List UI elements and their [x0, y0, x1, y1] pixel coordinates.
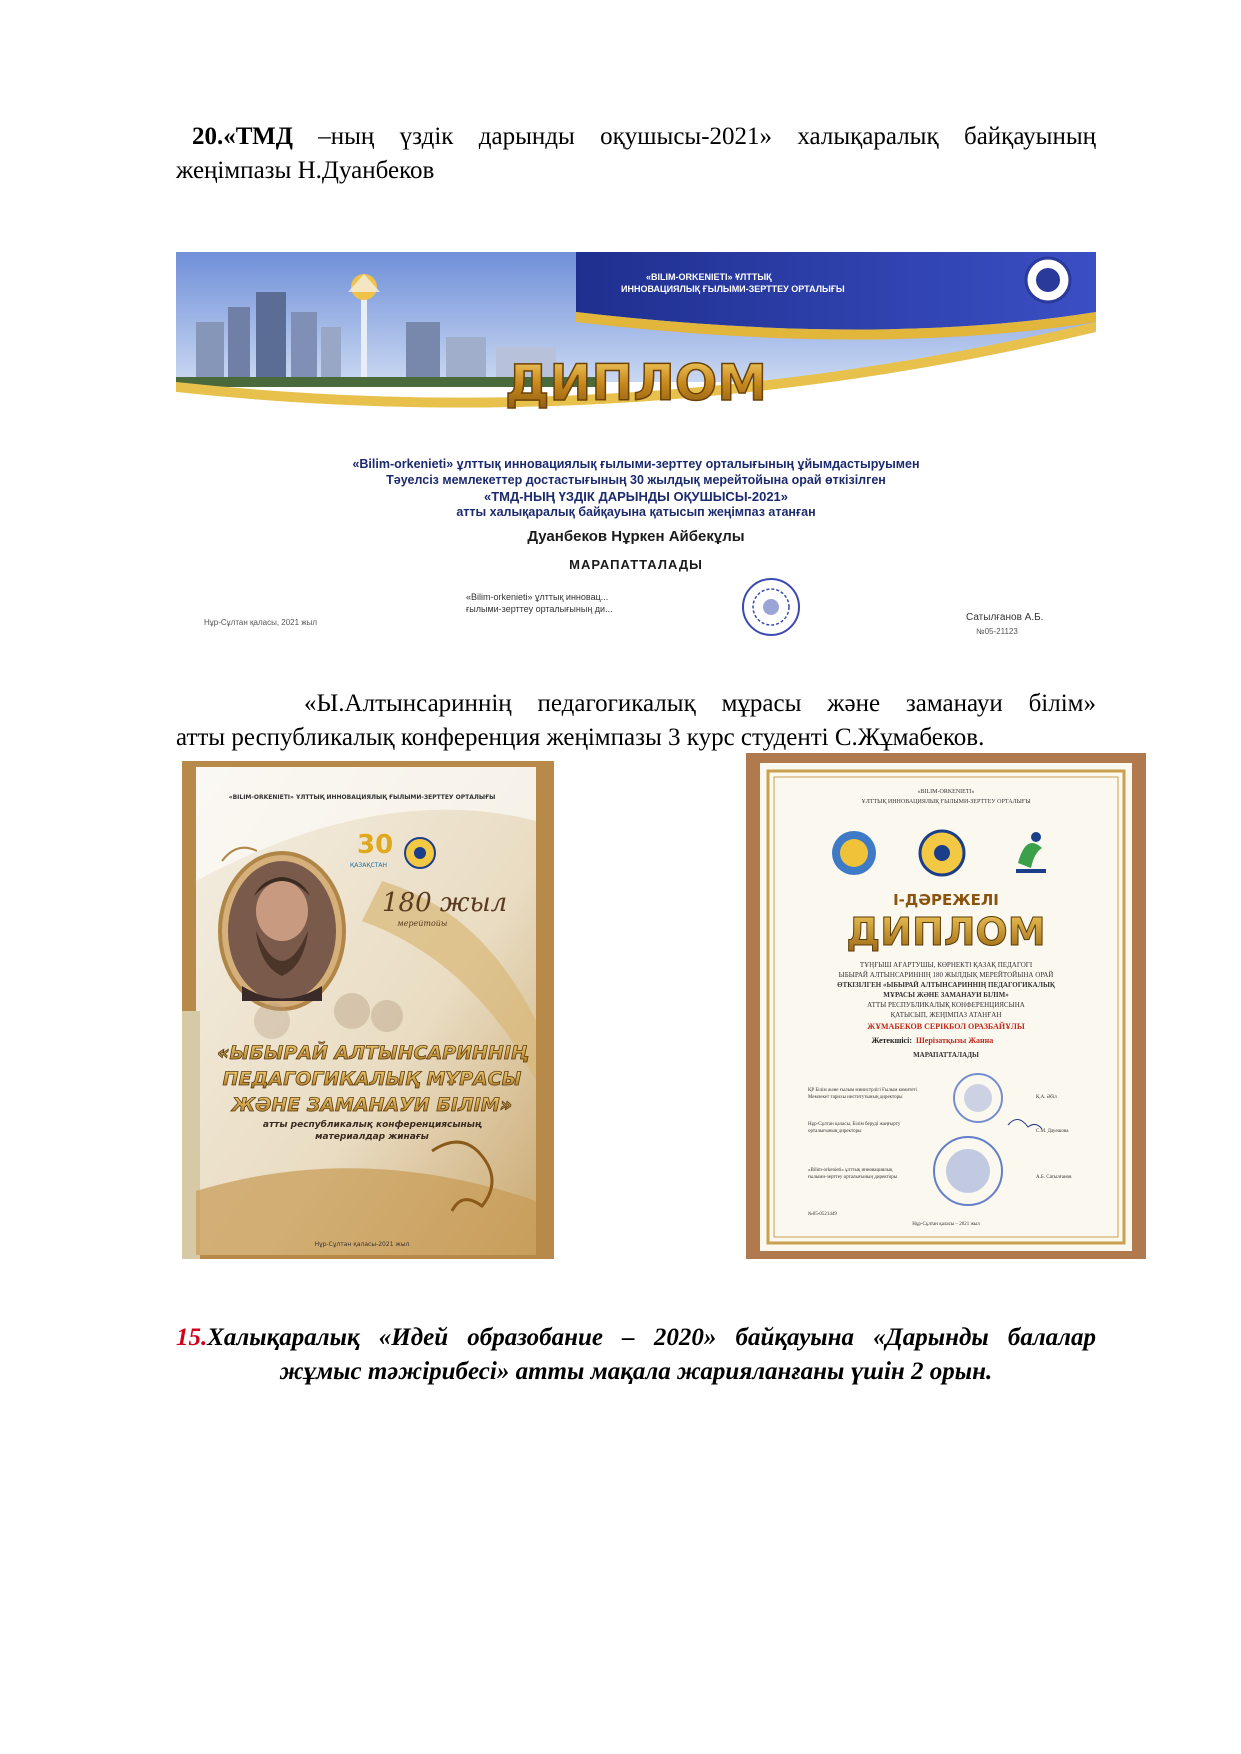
- diploma-2-number: №05-0521449: [808, 1212, 837, 1217]
- diploma-1-awarded: МАРАПАТТАЛАДЫ: [569, 557, 703, 572]
- diploma-1-seal-icon: [736, 576, 806, 638]
- diploma-1-number: №05-21123: [976, 627, 1018, 636]
- book-title-3: ЖӘНЕ ЗАМАНАУИ БІЛІМ»: [231, 1094, 513, 1116]
- item-15-paragraph: [176, 1321, 1096, 1389]
- item-20-number: 20.: [192, 123, 224, 150]
- diploma-2-t1: ТҰҢҒЫШ АҒАРТУШЫ, КӨРНЕКТІ ҚАЗАҚ ПЕДАГОГІ: [859, 961, 1033, 969]
- diploma-2-s3n: А.Б. Сатылғанов: [1036, 1175, 1072, 1180]
- item-20-bold: «ТМД: [223, 123, 293, 150]
- book-subtitle-1: атты республикалық конференциясының: [262, 1120, 482, 1130]
- diploma-2-supervisor: Шерізатқызы Жанна: [916, 1036, 994, 1045]
- diploma-2-s3b: ғылыми-зерттеу орталығының директоры: [808, 1175, 898, 1180]
- diploma-1-line-4: атты халықаралық байқауына қатысып жеңімпаз атанған: [456, 505, 816, 519]
- diploma-2-org-2: ҰЛТТЫҚ ИННОВАЦИЯЛЫҚ ҒЫЛЫМИ-ЗЕРТТЕУ ОРТАЛЫҒЫ: [861, 799, 1031, 805]
- item-15-line-1: [176, 1321, 1096, 1355]
- diploma-1-org-badge-2: ИННОВАЦИЯЛЫҚ ҒЫЛЫМИ-ЗЕРТТЕУ ОРТАЛЫҒЫ: [621, 284, 845, 294]
- diploma-2-supervisor-label: Жетекшісі:: [871, 1036, 912, 1045]
- diploma-2-s1a: ҚР Білім және ғылым министрлігі Ғылым комитеті: [808, 1088, 918, 1093]
- diploma-1-line-1: «Bilim-orkenieti» ұлттық инновациялық ғылыми-зерттеу орталығының ұйымдастыруымен: [352, 457, 920, 471]
- conference-line-2: атты республикалық конференция жеңімпазы 3 курс студенті С.Жұмабеков.: [176, 724, 985, 751]
- diploma-2-degree: І-ДӘРЕЖЕЛІ: [893, 891, 999, 909]
- item-20-line-2: жеңімпазы Н.Дуанбеков: [176, 157, 435, 184]
- diploma-2-logo-2-icon: [920, 831, 964, 875]
- diploma-2-awarded: МАРАПАТТАЛАДЫ: [913, 1051, 979, 1059]
- conference-paragraph: [176, 687, 1096, 755]
- book-years-sub: мерейтойы: [397, 919, 448, 928]
- diploma-2-name: ЖҰМАБЕКОВ СЕРІКБОЛ ОРАЗБАЙҰЛЫ: [867, 1022, 1025, 1031]
- diploma-1-org-sign-2: ғылыми-зерттеу орталығының ди...: [466, 604, 613, 614]
- item-20-rest: –ның үздік дарынды оқушысы-2021» халықаралық байқауының: [292, 123, 1096, 150]
- diploma-2-logo-1-icon: [832, 831, 876, 875]
- diploma-1-image: [176, 252, 1096, 640]
- diploma-2-org-1: «BILIM-ORKENIETI»: [917, 789, 975, 795]
- diploma-2-t2: ЫБЫРАЙ АЛТЫНСАРИННІҢ 180 ЖЫЛДЫҚ МЕРЕЙТОЙЫНА ОРАЙ: [838, 971, 1054, 979]
- diploma-1-signer: Сатылғанов А.Б.: [966, 612, 1044, 623]
- item-15-text-1: Халықаралық «Идей образобание – 2020» байқауына «Дарынды балалар: [207, 1324, 1096, 1351]
- diploma-2-t3: ӨТКІЗІЛГЕН «ЫБЫРАЙ АЛТЫНСАРИННІҢ ПЕДАГОГИКАЛЫҚ: [837, 981, 1055, 989]
- item-15-line-2: жұмыс тәжірибесі» атты мақала жарияланғаны үшін 2 орын.: [279, 1358, 993, 1385]
- diploma-1-org-sign-1: «Bilim-orkenieti» ұлттық инновац...: [466, 592, 609, 602]
- conference-line-1: «Ы.Алтынсариннің педагогикалық мұрасы және заманауи білім»: [304, 690, 1096, 717]
- book-org: «BILIM-ORKENIETI» ҰЛТТЫҚ ИННОВАЦИЯЛЫҚ ҒЫЛЫМИ-ЗЕРТТЕУ ОРТАЛЫҒЫ: [228, 794, 496, 801]
- diploma-2-photo: [746, 753, 1146, 1259]
- book-city: Нұр-Сұлтан қаласы-2021 жыл: [314, 1241, 410, 1248]
- diploma-2-t4: МҰРАСЫ ЖӘНЕ ЗАМАНАУИ БІЛІМ»: [883, 991, 1009, 999]
- diploma-2-s1n: Қ.А. Әбіл: [1036, 1095, 1057, 1100]
- diploma-2-s1b: Мемлекет тарихы институтының директоры: [808, 1095, 903, 1100]
- diploma-2-s2n: С.М. Дауешова: [1036, 1129, 1069, 1134]
- item-20-paragraph: [176, 120, 1096, 188]
- diploma-1-banner: [176, 252, 1096, 452]
- diploma-1-line-3: «ТМД-НЫҢ ҮЗДІК ДАРЫНДЫ ОҚУШЫСЫ-2021»: [483, 489, 789, 504]
- diploma-2-s2b: орталығының директоры: [808, 1129, 862, 1134]
- item-20-line-1: [176, 120, 1096, 154]
- diploma-2-title: ДИПЛОМ: [846, 910, 1046, 954]
- diploma-1-name: Дуанбеков Нұркен Айбекұлы: [527, 528, 745, 545]
- diploma-2-s2a: Нұр-Сұлтан қаласы, Білім беруді жаңғырту: [808, 1122, 901, 1127]
- diploma-2-s3a: «Bilim-orkenieti» ұлттық инновациялық: [808, 1168, 893, 1173]
- book-kz-label: ҚАЗАҚСТАН: [350, 862, 388, 869]
- diploma-2-t5: АТТЫ РЕСПУБЛИКАЛЫҚ КОНФЕРЕНЦИЯСЫНА: [867, 1001, 1025, 1009]
- item-15-number: 15.: [176, 1324, 208, 1351]
- diploma-2-t6: ҚАТЫСЫП, ЖЕҢІМПАЗ АТАНҒАН: [890, 1011, 1002, 1019]
- book-subtitle-2: материалдар жинағы: [315, 1132, 429, 1142]
- book-cover-photo: [182, 761, 554, 1259]
- diploma-1-org-badge-1: «BILIM-ORKENIETI» ҰЛТТЫҚ: [646, 272, 772, 282]
- book-years: 180 жыл: [382, 888, 508, 918]
- diploma-1-line-2: Тәуелсіз мемлекеттер достастығының 30 жылдық мерейтойына орай өткізілген: [386, 473, 886, 487]
- book-title-2: ПЕДАГОГИКАЛЫҚ МҰРАСЫ: [222, 1068, 522, 1090]
- book-30-logo: 30: [357, 830, 394, 860]
- diploma-1-city: Нұр-Сұлтан қаласы, 2021 жыл: [204, 618, 318, 627]
- diploma-2-city: Нұр-Сұлтан қаласы – 2021 жыл: [912, 1222, 980, 1227]
- book-org-logo-icon: [405, 838, 435, 868]
- diploma-1-title: ДИПЛОМ: [504, 354, 768, 412]
- book-title-1: «ЫБЫРАЙ АЛТЫНСАРИННІҢ: [217, 1042, 527, 1064]
